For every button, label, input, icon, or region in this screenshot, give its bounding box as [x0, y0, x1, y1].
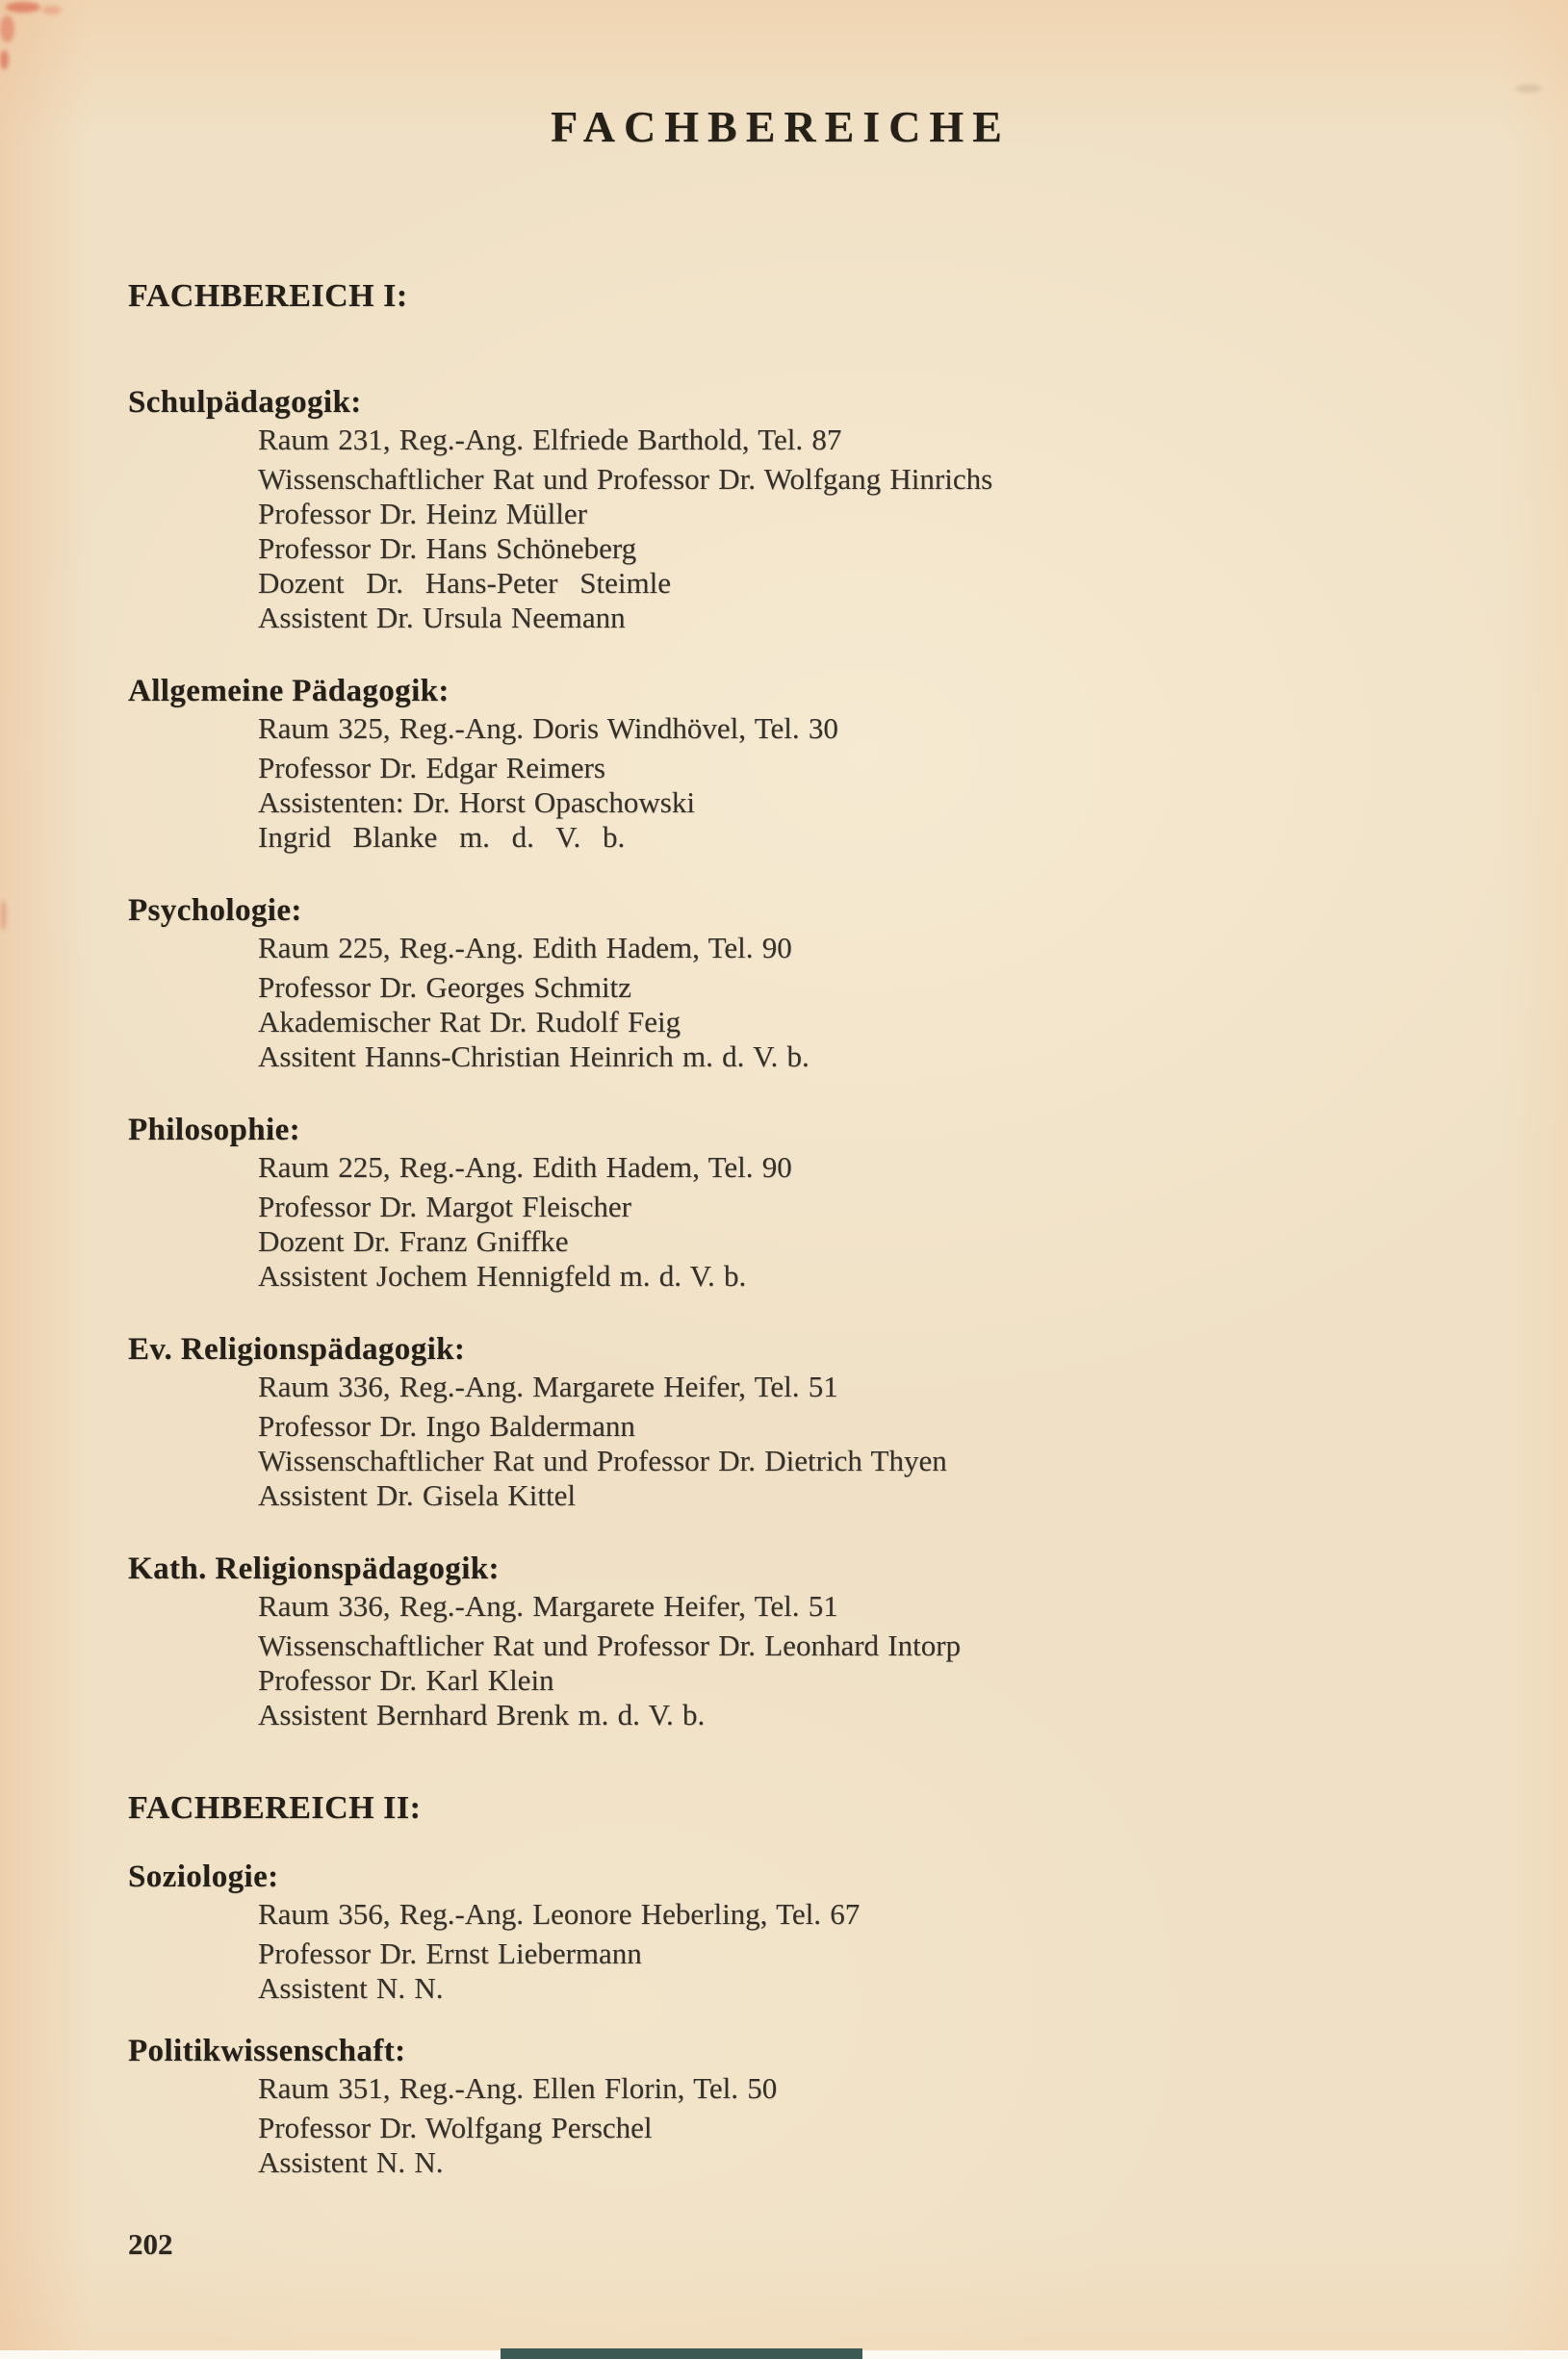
staff-line: Assistenten: Dr. Horst Opaschowski	[258, 785, 695, 819]
room-line: Raum 225, Reg.-Ang. Edith Hadem, Tel. 90	[258, 1150, 792, 1184]
red-ink-smudge	[6, 2, 40, 13]
staff-line: Professor Dr. Heinz Müller	[258, 497, 587, 530]
subject-schulpaedagogik	[128, 382, 1433, 635]
staff-line: Assitent Hanns-Christian Heinrich m. d. V. b.	[258, 1039, 810, 1073]
subject-details	[258, 2071, 1433, 2180]
subject-details	[258, 1589, 1433, 1732]
staff-line: Professor Dr. Karl Klein	[258, 1663, 554, 1697]
staff-line: Professor Dr. Hans Schöneberg	[258, 531, 637, 565]
staff-line: Assistent N. N.	[258, 1971, 444, 2005]
subject-heading: Psychologie:	[128, 893, 302, 928]
subject-heading: Allgemeine Pädagogik:	[128, 674, 450, 708]
staff-line: Dozent Dr. Franz Gniffke	[258, 1224, 569, 1258]
staff-line: Assistent Bernhard Brenk m. d. V. b.	[258, 1698, 706, 1731]
subject-politikwissenschaft	[128, 2031, 1433, 2180]
staff-line: Professor Dr. Ingo Baldermann	[258, 1409, 635, 1443]
paper-edge-strip	[0, 2350, 1568, 2359]
subject-kath-religionspaedagogik	[128, 1549, 1433, 1732]
subject-heading: Schulpädagogik:	[128, 385, 362, 420]
room-line: Raum 351, Reg.-Ang. Ellen Florin, Tel. 50	[258, 2071, 778, 2105]
fachbereich-1-heading: FACHBEREICH I:	[128, 278, 408, 314]
room-line: Raum 356, Reg.-Ang. Leonore Heberling, Tel. 67	[258, 1897, 861, 1931]
subject-details	[258, 711, 1433, 855]
staff-line: Professor Dr. Margot Fleischer	[258, 1190, 631, 1223]
red-ink-smudge	[42, 6, 62, 14]
staff-line: Wissenschaftlicher Rat und Professor Dr. Leonhard Intorp	[258, 1628, 962, 1662]
red-ink-smudge	[0, 15, 14, 42]
staff-line: Professor Dr. Ernst Liebermann	[258, 1936, 642, 1970]
page-number: 202	[128, 2227, 173, 2261]
subject-philosophie	[128, 1110, 1433, 1294]
subject-details	[258, 1150, 1433, 1294]
subject-ev-religionspaedagogik	[128, 1329, 1433, 1513]
staff-line: Dozent Dr. Hans-Peter Steimle	[258, 566, 671, 600]
subject-heading: Philosophie:	[128, 1113, 301, 1147]
staff-line: Assistent N. N.	[258, 2145, 444, 2179]
subject-soziologie	[128, 1857, 1433, 2006]
subject-psychologie	[128, 890, 1433, 1074]
subject-heading: Soziologie:	[128, 1859, 279, 1894]
fachbereich-2-heading: FACHBEREICH II:	[128, 1790, 422, 1826]
room-line: Raum 325, Reg.-Ang. Doris Windhövel, Tel. 30	[258, 711, 838, 745]
staff-line: Professor Dr. Wolfgang Perschel	[258, 2111, 653, 2144]
staff-line: Assistent Jochem Hennigfeld m. d. V. b.	[258, 1259, 747, 1293]
subject-heading: Politikwissenschaft:	[128, 2034, 406, 2068]
subject-details	[258, 1370, 1433, 1513]
subject-details	[258, 931, 1433, 1074]
red-ink-smudge	[0, 900, 7, 931]
subject-heading: Ev. Religionspädagogik:	[128, 1332, 466, 1367]
room-line: Raum 231, Reg.-Ang. Elfriede Barthold, Tel. 87	[258, 423, 842, 456]
scan-shadow-mark	[1516, 85, 1541, 92]
subject-allgemeine-paedagogik	[128, 671, 1433, 855]
staff-line: Assistent Dr. Gisela Kittel	[258, 1478, 576, 1512]
staff-line: Ingrid Blanke m. d. V. b.	[258, 820, 626, 854]
scan-edge-bar	[501, 2348, 862, 2359]
subject-heading: Kath. Religionspädagogik:	[128, 1551, 500, 1586]
room-line: Raum 336, Reg.-Ang. Margarete Heifer, Tel. 51	[258, 1589, 838, 1623]
staff-line: Assistent Dr. Ursula Neemann	[258, 601, 626, 634]
staff-line: Professor Dr. Edgar Reimers	[258, 751, 605, 784]
staff-line: Professor Dr. Georges Schmitz	[258, 970, 631, 1004]
room-line: Raum 336, Reg.-Ang. Margarete Heifer, Tel. 51	[258, 1370, 838, 1403]
staff-line: Akademischer Rat Dr. Rudolf Feig	[258, 1005, 681, 1038]
page-title: FACHBEREICHE	[551, 102, 1011, 151]
subject-details	[258, 1897, 1433, 2006]
staff-line: Wissenschaftlicher Rat und Professor Dr. Dietrich Thyen	[258, 1444, 947, 1477]
staff-line: Wissenschaftlicher Rat und Professor Dr. Wolfgang Hinrichs	[258, 462, 993, 496]
subject-details	[258, 423, 1433, 635]
room-line: Raum 225, Reg.-Ang. Edith Hadem, Tel. 90	[258, 931, 792, 964]
red-ink-smudge	[0, 50, 9, 69]
